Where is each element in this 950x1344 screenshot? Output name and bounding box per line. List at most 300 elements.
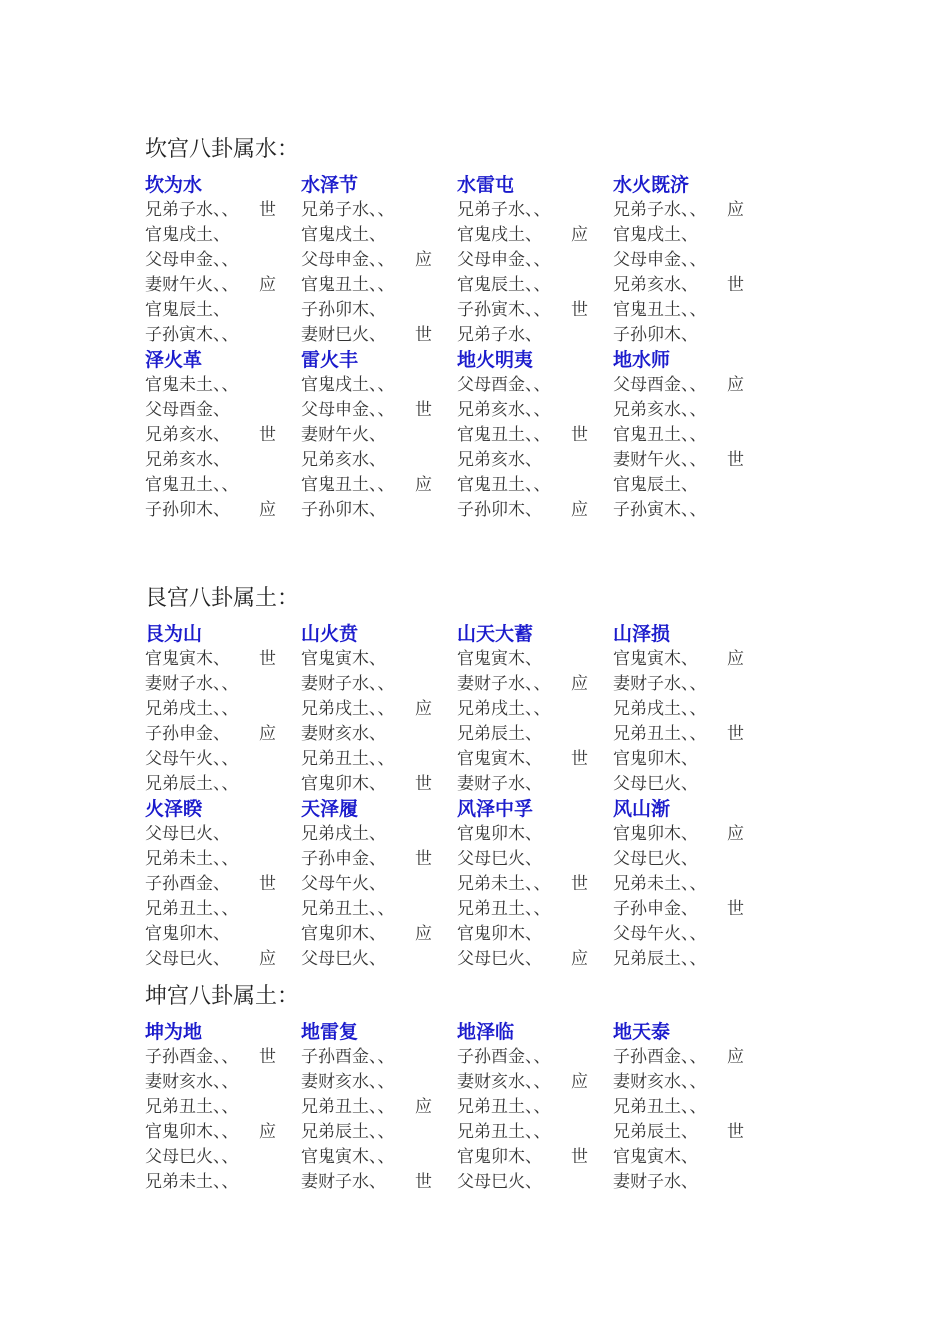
hexagram [301,348,457,523]
yao-line [145,722,301,747]
yao-marker: 世 [415,849,432,869]
yao-marker: 应 [571,500,588,520]
hexagram-name: 山泽损 [613,623,671,645]
yao-text: 官鬼丑土、、 [613,425,707,445]
yao-line [613,1145,769,1170]
hexagram [457,348,613,523]
yao-marker: 应 [571,674,588,694]
hexagram-grid [145,614,785,972]
yao-text: 子孙酉金、、 [145,1047,239,1067]
yao-line [457,498,613,523]
yao-line [457,1120,613,1145]
yao-text: 官鬼戌土、、 [301,375,395,395]
hexagram [301,622,457,797]
yao-text: 子孙申金、 [145,724,230,744]
yao-marker: 世 [727,724,744,744]
hexagram-row [145,348,785,523]
section-title: 艮宫八卦属土： [145,586,300,611]
yao-text: 妻财午火、 [301,425,386,445]
yao-line [301,647,457,672]
yao-text: 父母巳火、 [457,849,542,869]
yao-text: 妻财子水、、 [145,674,239,694]
yao-text: 妻财亥水、 [301,724,386,744]
yao-text: 兄弟戌土、、 [613,699,707,719]
yao-text: 子孙酉金、、 [301,1047,395,1067]
yao-line [301,822,457,847]
yao-line [301,872,457,897]
yao-line [145,897,301,922]
yao-line [301,448,457,473]
yao-line [301,398,457,423]
yao-line [613,947,769,972]
yao-line [457,647,613,672]
yao-line [457,1070,613,1095]
yao-text: 兄弟亥水、、 [613,400,707,420]
hexagram [145,1020,301,1195]
yao-text: 子孙卯木、 [613,325,698,345]
yao-text: 子孙酉金、 [145,874,230,894]
yao-text: 兄弟亥水、 [457,450,542,470]
hexagram-name: 坤为地 [145,1021,203,1043]
yao-line [145,672,301,697]
yao-line [145,647,301,672]
yao-line [613,373,769,398]
yao-line [145,697,301,722]
yao-marker: 世 [259,425,276,445]
hexagram-row [145,173,785,348]
hexagram-name: 山火贲 [301,623,359,645]
yao-line [145,273,301,298]
yao-line [301,498,457,523]
yao-line [145,198,301,223]
yao-text: 官鬼寅木、 [613,649,698,669]
yao-text: 父母酉金、、 [613,375,707,395]
hexagram [457,622,613,797]
yao-line [613,697,769,722]
yao-line [145,473,301,498]
yao-text: 子孙卯木、 [301,300,386,320]
yao-marker: 世 [415,325,432,345]
yao-line [301,697,457,722]
yao-line [145,498,301,523]
yao-line [301,273,457,298]
yao-line [301,1145,457,1170]
yao-text: 官鬼辰土、 [613,475,698,495]
yao-text: 官鬼丑土、、 [301,475,395,495]
yao-line [145,947,301,972]
yao-text: 兄弟丑土、、 [145,899,239,919]
yao-text: 父母巳火、 [145,824,230,844]
hexagram [145,622,301,797]
yao-text: 官鬼寅木、 [145,649,230,669]
yao-text: 父母申金、、 [613,250,707,270]
yao-marker: 世 [571,425,588,445]
yao-text: 妻财子水、 [301,1172,386,1192]
yao-text: 兄弟未土、、 [145,849,239,869]
yao-line [613,323,769,348]
yao-line [301,922,457,947]
hexagram-row [145,622,785,797]
yao-line [613,223,769,248]
yao-line [613,1095,769,1120]
yao-text: 官鬼卯木、 [457,924,542,944]
hexagram-name: 地雷复 [301,1021,359,1043]
yao-marker: 应 [571,1072,588,1092]
yao-text: 官鬼戌土、 [613,225,698,245]
yao-marker: 世 [259,200,276,220]
yao-line [457,722,613,747]
yao-text: 子孙寅木、、 [145,325,239,345]
yao-text: 妻财亥水、、 [301,1072,395,1092]
yao-line [301,223,457,248]
yao-marker: 世 [571,300,588,320]
yao-line [145,248,301,273]
yao-marker: 应 [259,500,276,520]
yao-text: 父母巳火、 [301,949,386,969]
yao-line [457,772,613,797]
yao-line [301,373,457,398]
hexagram-name: 地火明夷 [457,349,534,371]
yao-line [145,847,301,872]
yao-text: 父母午火、 [301,874,386,894]
yao-line [457,223,613,248]
yao-text: 妻财亥水、、 [145,1072,239,1092]
hexagram-name: 雷火丰 [301,349,359,371]
yao-line [613,922,769,947]
section-kan-palace [145,135,785,523]
yao-line [301,473,457,498]
yao-text: 兄弟辰土、、 [145,774,239,794]
yao-line [613,423,769,448]
yao-text: 父母巳火、 [145,949,230,969]
yao-text: 兄弟未土、、 [457,874,551,894]
yao-marker: 应 [727,649,744,669]
yao-text: 妻财子水、、 [613,674,707,694]
yao-text: 官鬼卯木、、 [145,1122,239,1142]
yao-text: 官鬼辰土、 [145,300,230,320]
yao-line [457,922,613,947]
yao-text: 官鬼寅木、 [457,749,542,769]
yao-line [613,473,769,498]
yao-text: 官鬼戌土、 [457,225,542,245]
yao-marker: 世 [571,874,588,894]
yao-line [301,298,457,323]
yao-text: 兄弟亥水、 [613,275,698,295]
yao-text: 父母巳火、 [613,774,698,794]
yao-line [613,647,769,672]
yao-text: 妻财子水、、 [301,674,395,694]
yao-line [301,772,457,797]
yao-text: 妻财亥水、、 [613,1072,707,1092]
yao-text: 妻财午火、、 [613,450,707,470]
yao-line [457,1095,613,1120]
yao-line [457,298,613,323]
hexagram [301,173,457,348]
hexagram-name: 水泽节 [301,174,359,196]
yao-text: 兄弟亥水、、 [457,400,551,420]
yao-line [145,822,301,847]
hexagram [145,348,301,523]
yao-text: 兄弟丑土、、 [301,899,395,919]
yao-line [145,448,301,473]
yao-text: 兄弟戌土、 [301,824,386,844]
yao-line [613,298,769,323]
yao-text: 妻财午火、、 [145,275,239,295]
hexagram-name: 坎为水 [145,174,203,196]
yao-marker: 世 [571,749,588,769]
yao-text: 妻财子水、 [613,1172,698,1192]
yao-marker: 世 [727,899,744,919]
yao-text: 兄弟丑土、、 [301,1097,395,1117]
yao-marker: 应 [415,924,432,944]
yao-line [613,822,769,847]
hexagram-name: 地天泰 [613,1021,671,1043]
yao-text: 官鬼寅木、 [613,1147,698,1167]
yao-line [145,323,301,348]
yao-text: 官鬼寅木、、 [301,1147,395,1167]
yao-marker: 世 [727,1122,744,1142]
yao-text: 兄弟亥水、 [301,450,386,470]
yao-text: 官鬼寅木、 [301,649,386,669]
yao-line [613,1070,769,1095]
yao-line [301,1095,457,1120]
yao-text: 妻财亥水、、 [457,1072,551,1092]
yao-marker: 世 [259,1047,276,1067]
yao-text: 子孙卯木、 [145,500,230,520]
yao-line [613,722,769,747]
hexagram [613,173,769,348]
yao-text: 兄弟子水、 [457,325,542,345]
yao-text: 父母巳火、、 [145,1147,239,1167]
yao-text: 子孙卯木、 [301,500,386,520]
yao-marker: 应 [259,275,276,295]
hexagram [301,797,457,972]
yao-line [457,697,613,722]
hexagram-name: 山天大蓄 [457,623,534,645]
hexagram-name: 火泽睽 [145,798,203,820]
yao-line [301,672,457,697]
hexagram-name: 风泽中孚 [457,798,534,820]
yao-marker: 应 [727,1047,744,1067]
hexagram [457,173,613,348]
yao-text: 官鬼卯木、 [145,924,230,944]
yao-line [457,1170,613,1195]
yao-line [613,198,769,223]
yao-line [613,872,769,897]
yao-line [145,872,301,897]
yao-text: 父母申金、、 [145,250,239,270]
yao-text: 官鬼丑土、、 [145,475,239,495]
yao-line [301,423,457,448]
yao-text: 官鬼卯木、 [613,749,698,769]
yao-text: 子孙卯木、 [457,500,542,520]
hexagram-grid [145,1012,785,1195]
yao-marker: 应 [259,949,276,969]
yao-line [613,398,769,423]
hexagram-name: 水雷屯 [457,174,515,196]
yao-line [301,722,457,747]
yao-text: 兄弟辰土、 [613,1122,698,1142]
hexagram-row [145,797,785,972]
yao-line [457,822,613,847]
yao-text: 兄弟亥水、 [145,425,230,445]
yao-text: 兄弟丑土、、 [613,1097,707,1117]
section-kun-palace [145,982,785,1195]
yao-text: 官鬼卯木、 [301,774,386,794]
yao-text: 兄弟辰土、 [457,724,542,744]
yao-line [457,1045,613,1070]
yao-text: 父母午火、、 [145,749,239,769]
yao-text: 兄弟戌土、、 [457,699,551,719]
yao-line [145,1145,301,1170]
yao-line [457,373,613,398]
hexagram [145,797,301,972]
yao-text: 父母申金、、 [457,250,551,270]
hexagram-name: 艮为山 [145,623,203,645]
yao-line [613,1170,769,1195]
hexagram [457,1020,613,1195]
hexagram-name: 水火既济 [613,174,690,196]
yao-text: 兄弟辰土、、 [301,1122,395,1142]
yao-text: 兄弟子水、、 [301,200,395,220]
yao-line [301,947,457,972]
yao-text: 兄弟子水、、 [457,200,551,220]
yao-marker: 世 [415,1172,432,1192]
yao-line [457,248,613,273]
yao-line [145,1070,301,1095]
section-gen-palace [145,584,785,972]
yao-text: 妻财子水、 [457,774,542,794]
yao-line [613,248,769,273]
yao-marker: 应 [571,225,588,245]
yao-line [613,772,769,797]
yao-line [145,772,301,797]
yao-line [457,473,613,498]
yao-marker: 世 [259,649,276,669]
yao-line [613,847,769,872]
hexagram-name: 地泽临 [457,1021,515,1043]
yao-text: 官鬼卯木、 [457,824,542,844]
hexagram [613,348,769,523]
yao-line [457,947,613,972]
yao-text: 官鬼卯木、 [301,924,386,944]
yao-line [613,498,769,523]
yao-line [145,1120,301,1145]
yao-text: 官鬼戌土、 [301,225,386,245]
hexagram [613,622,769,797]
yao-text: 兄弟亥水、 [145,450,230,470]
yao-text: 官鬼未土、、 [145,375,239,395]
yao-line [457,398,613,423]
yao-text: 兄弟丑土、、 [457,899,551,919]
yao-line [457,323,613,348]
yao-line [613,897,769,922]
hexagram [145,173,301,348]
hexagram [301,1020,457,1195]
section-title: 坎宫八卦属水： [145,137,300,162]
yao-line [613,1120,769,1145]
yao-text: 兄弟未土、、 [145,1172,239,1192]
hexagram-name: 泽火革 [145,349,203,371]
yao-marker: 世 [415,400,432,420]
yao-text: 兄弟丑土、、 [145,1097,239,1117]
yao-line [301,1170,457,1195]
yao-text: 兄弟辰土、、 [613,949,707,969]
yao-line [457,747,613,772]
yao-marker: 应 [415,475,432,495]
yao-text: 父母午火、、 [613,924,707,944]
yao-line [457,273,613,298]
yao-marker: 应 [415,1097,432,1117]
yao-text: 妻财巳火、 [301,325,386,345]
yao-line [145,398,301,423]
section-title: 坤宫八卦属土： [145,984,300,1009]
yao-marker: 应 [727,824,744,844]
yao-line [301,248,457,273]
yao-line [457,897,613,922]
yao-marker: 应 [727,375,744,395]
yao-line [145,373,301,398]
hexagram [457,797,613,972]
hexagram-name: 地水师 [613,349,671,371]
yao-line [145,1095,301,1120]
yao-marker: 应 [259,1122,276,1142]
yao-line [145,1045,301,1070]
yao-text: 妻财子水、、 [457,674,551,694]
yao-text: 官鬼辰土、、 [457,275,551,295]
yao-marker: 世 [415,774,432,794]
yao-line [613,273,769,298]
yao-line [457,672,613,697]
yao-marker: 世 [571,1147,588,1167]
yao-marker: 应 [415,699,432,719]
yao-line [613,448,769,473]
yao-text: 兄弟子水、、 [613,200,707,220]
yao-text: 父母酉金、 [145,400,230,420]
yao-line [457,1145,613,1170]
hexagram-name: 天泽履 [301,798,359,820]
yao-text: 兄弟丑土、、 [457,1097,551,1117]
yao-line [457,198,613,223]
yao-text: 兄弟戌土、、 [145,699,239,719]
yao-text: 子孙寅木、、 [613,500,707,520]
yao-line [145,223,301,248]
yao-line [301,847,457,872]
yao-line [301,1045,457,1070]
yao-text: 官鬼卯木、 [457,1147,542,1167]
yao-text: 父母申金、、 [301,250,395,270]
yao-line [145,1170,301,1195]
yao-line [145,298,301,323]
yao-text: 兄弟未土、、 [613,874,707,894]
yao-text: 兄弟丑土、、 [301,749,395,769]
yao-line [613,747,769,772]
yao-line [457,847,613,872]
yao-line [613,672,769,697]
yao-text: 兄弟丑土、、 [613,724,707,744]
yao-text: 子孙申金、 [613,899,698,919]
yao-text: 官鬼丑土、、 [301,275,395,295]
yao-text: 兄弟丑土、、 [457,1122,551,1142]
yao-text: 官鬼寅木、 [457,649,542,669]
yao-line [457,872,613,897]
yao-line [301,897,457,922]
yao-text: 官鬼丑土、、 [457,425,551,445]
yao-marker: 世 [727,450,744,470]
yao-line [301,747,457,772]
yao-marker: 应 [571,949,588,969]
yao-text: 官鬼丑土、、 [613,300,707,320]
